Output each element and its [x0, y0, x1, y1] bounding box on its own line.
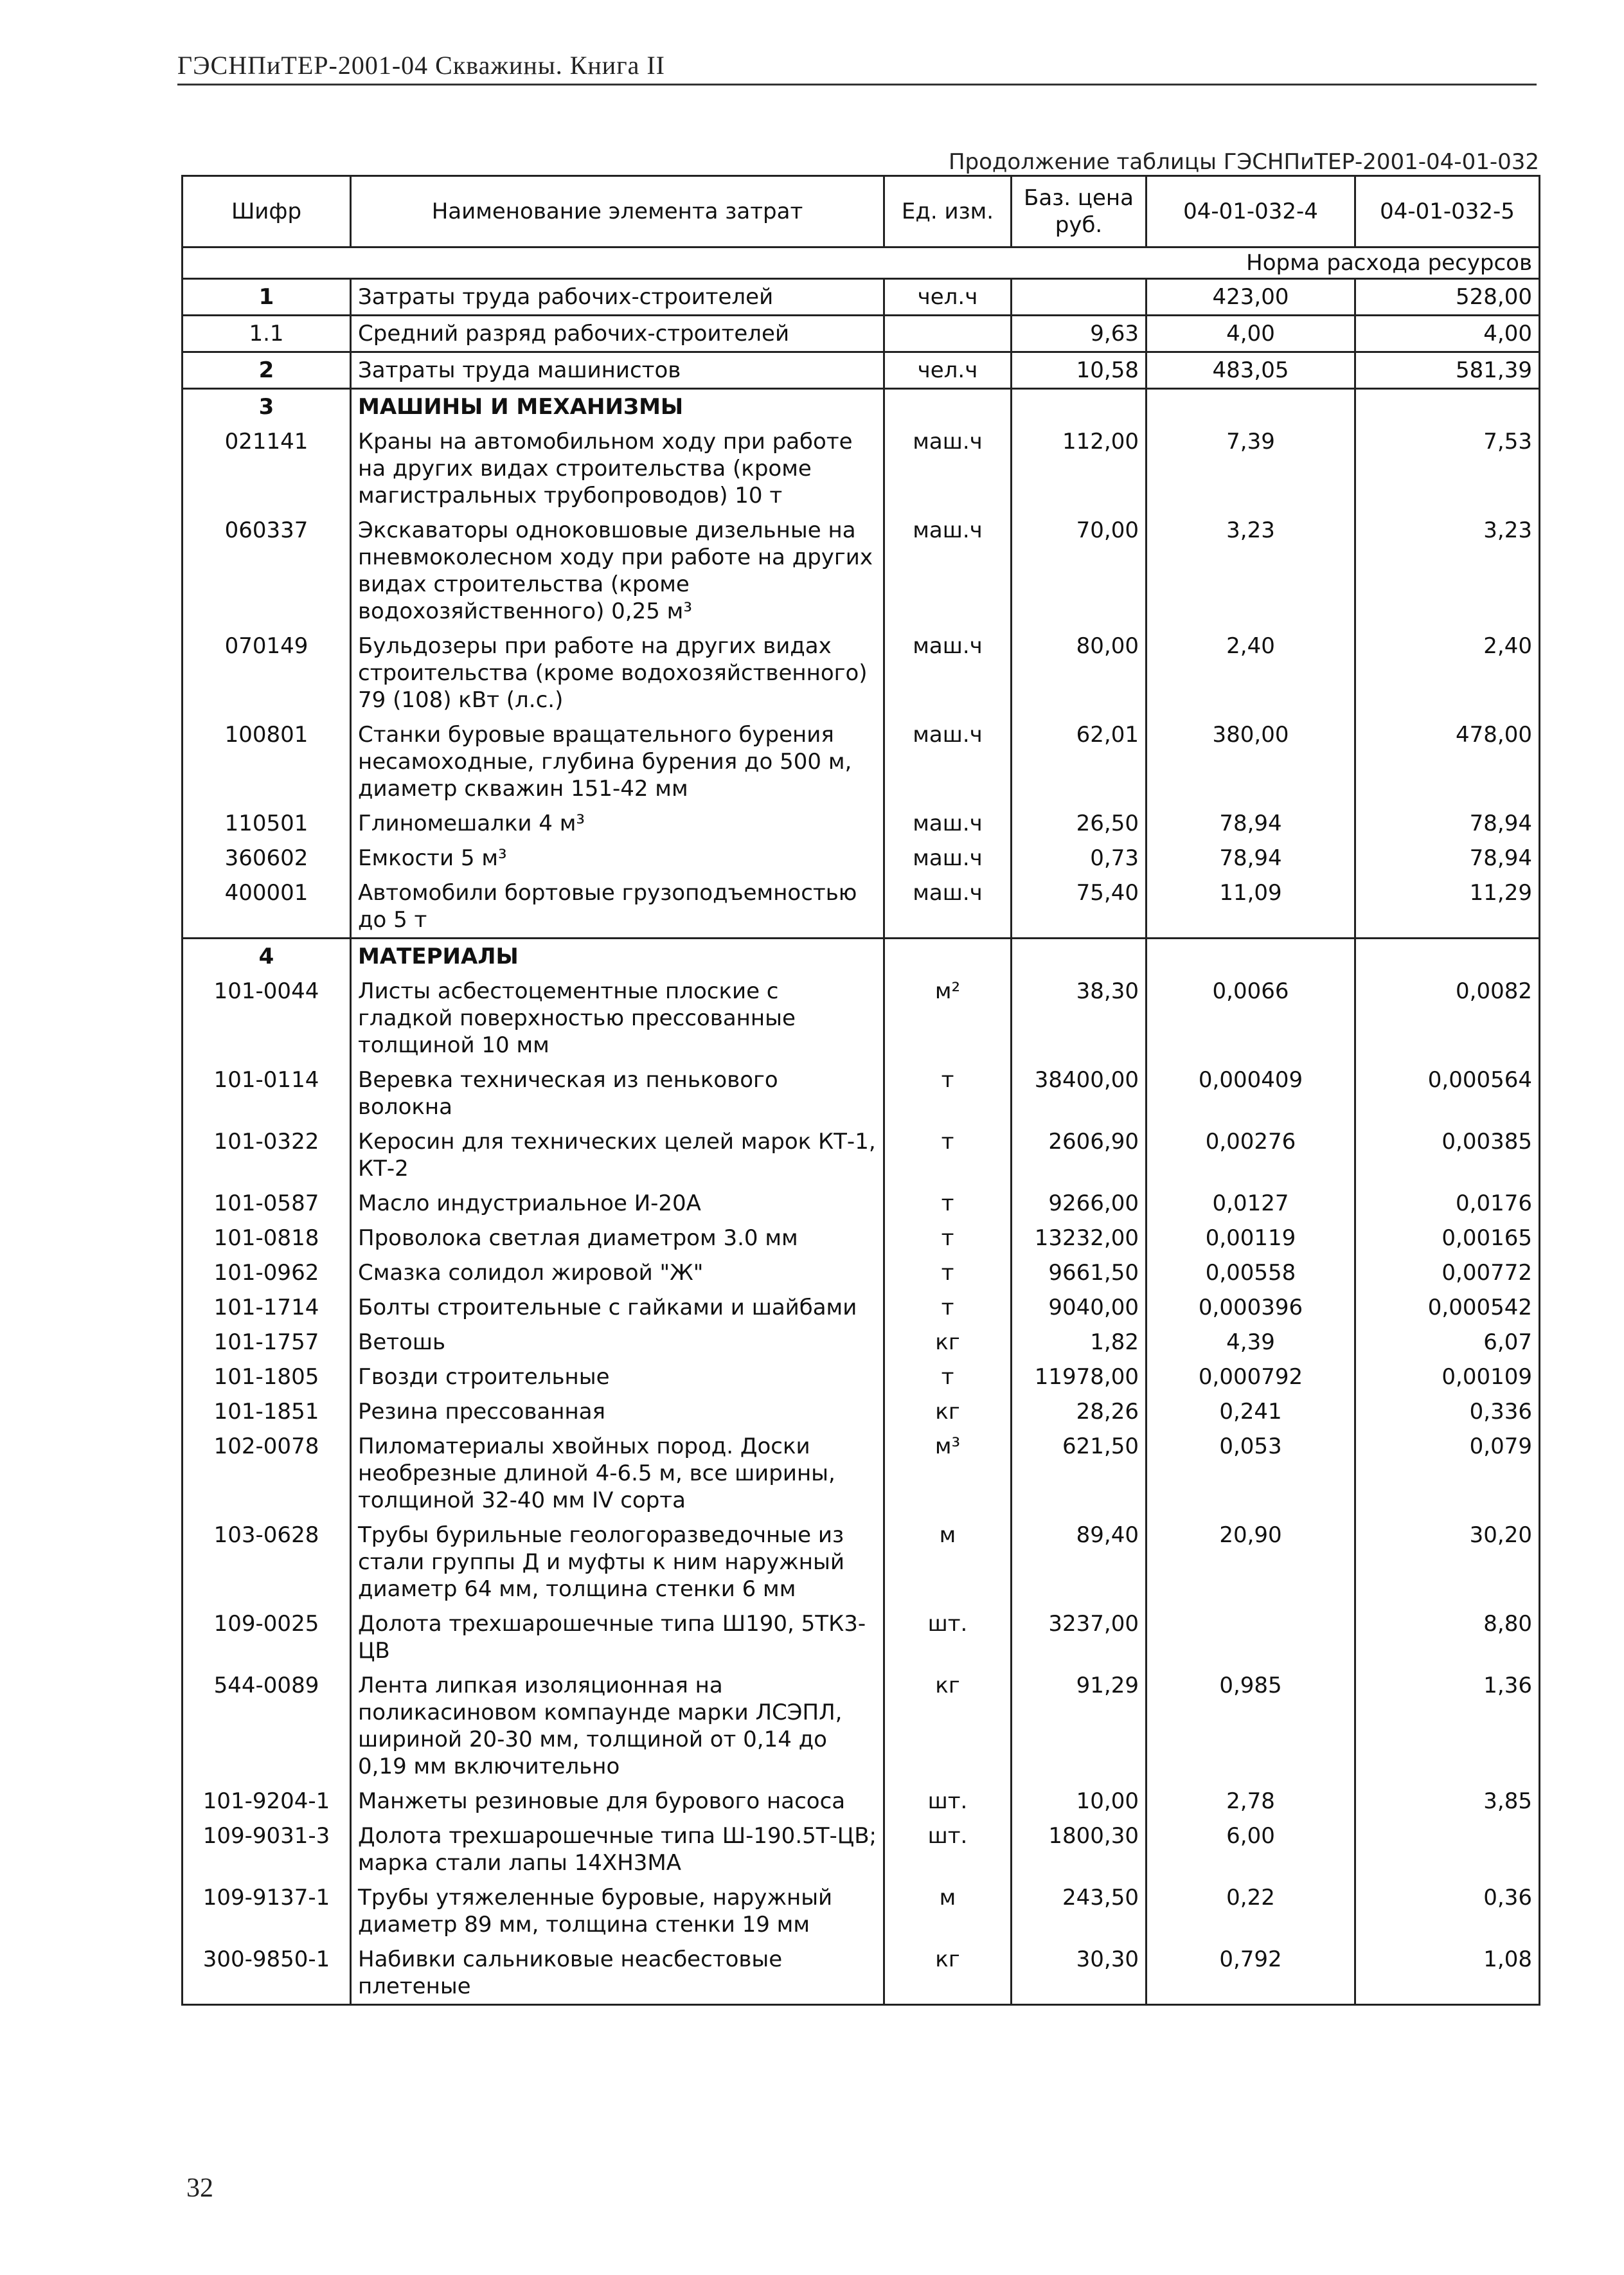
row-base-price: 38400,00 [1012, 1063, 1147, 1124]
row-norm-032-5: 0,000564 [1355, 1063, 1540, 1124]
row-code: 2 [183, 352, 351, 389]
row-name: Лента липкая изоляционная на поликасиновом компаунде марки ЛСЭПЛ, шириной 20-30 мм, толщиной от 0,14 до 0,19 мм включительно [351, 1668, 884, 1784]
row-norm-032-4: 3,23 [1147, 513, 1355, 629]
row-norm-032-4: 0,241 [1147, 1394, 1355, 1429]
row-base-price [1012, 389, 1147, 425]
row-code: 109-0025 [183, 1606, 351, 1668]
row-norm-032-5: 8,80 [1355, 1606, 1540, 1668]
row-norm-032-4: 2,40 [1147, 629, 1355, 717]
row-norm-032-4: 0,985 [1147, 1668, 1355, 1784]
row-unit: т [884, 1221, 1012, 1255]
row-name: Долота трехшарошечные типа Ш-190.5Т-ЦВ; марка стали лапы 14ХН3МА [351, 1819, 884, 1880]
row-norm-032-4: 0,22 [1147, 1880, 1355, 1942]
row-code: 101-9204-1 [183, 1784, 351, 1819]
row-base-price: 621,50 [1012, 1429, 1147, 1518]
row-base-price [1012, 279, 1147, 316]
row-base-price: 9040,00 [1012, 1290, 1147, 1325]
row-norm-032-5: 78,94 [1355, 841, 1540, 876]
row-name: МАШИНЫ И МЕХАНИЗМЫ [351, 389, 884, 425]
row-norm-032-5: 11,29 [1355, 876, 1540, 939]
table-row [183, 876, 1540, 939]
header-name: Наименование элемента затрат [351, 176, 884, 247]
row-name: Веревка техническая из пенькового волокна [351, 1063, 884, 1124]
row-code: 4 [183, 939, 351, 975]
row-code: 060337 [183, 513, 351, 629]
row-name: Гвозди строительные [351, 1360, 884, 1394]
row-name: Манжеты резиновые для бурового насоса [351, 1784, 884, 1819]
row-unit: м² [884, 974, 1012, 1063]
row-norm-032-4: 2,78 [1147, 1784, 1355, 1819]
row-name: Болты строительные с гайками и шайбами [351, 1290, 884, 1325]
row-code: 110501 [183, 806, 351, 841]
row-norm-032-5: 0,00772 [1355, 1255, 1540, 1290]
table-row [183, 1124, 1540, 1186]
row-norm-032-4: 78,94 [1147, 806, 1355, 841]
row-norm-032-5: 3,85 [1355, 1784, 1540, 1819]
row-name: Масло индустриальное И-20А [351, 1186, 884, 1221]
row-norm-032-5: 0,00385 [1355, 1124, 1540, 1186]
table-row [183, 1880, 1540, 1942]
row-norm-032-5: 0,00165 [1355, 1221, 1540, 1255]
table-row [183, 1186, 1540, 1221]
row-name: Пиломатериалы хвойных пород. Доски необрезные длиной 4-6.5 м, все ширины, толщиной 32-40 мм IV сорта [351, 1429, 884, 1518]
row-unit: кг [884, 1942, 1012, 2005]
table-row [183, 1290, 1540, 1325]
header-unit: Ед. изм. [884, 176, 1012, 247]
row-norm-032-4: 4,00 [1147, 316, 1355, 352]
continuation-caption: Продолжение таблицы ГЭСНПиТЕР-2001-04-01-032 [948, 149, 1539, 175]
row-unit: шт. [884, 1819, 1012, 1880]
table-row [183, 629, 1540, 717]
table-row [183, 1819, 1540, 1880]
table-row [183, 1668, 1540, 1784]
row-norm-032-5: 3,23 [1355, 513, 1540, 629]
row-norm-032-5: 7,53 [1355, 424, 1540, 513]
row-norm-032-5: 0,36 [1355, 1880, 1540, 1942]
row-unit: кг [884, 1325, 1012, 1360]
row-norm-032-5: 0,000542 [1355, 1290, 1540, 1325]
row-norm-032-4: 20,90 [1147, 1518, 1355, 1606]
row-unit: маш.ч [884, 424, 1012, 513]
row-norm-032-4: 0,000409 [1147, 1063, 1355, 1124]
row-unit: маш.ч [884, 717, 1012, 806]
row-norm-032-5: 478,00 [1355, 717, 1540, 806]
table-row [183, 1063, 1540, 1124]
row-norm-032-4: 0,00119 [1147, 1221, 1355, 1255]
row-code: 101-0818 [183, 1221, 351, 1255]
table-row [183, 1255, 1540, 1290]
row-name: Листы асбестоцементные плоские с гладкой поверхностью прессованные толщиной 10 мм [351, 974, 884, 1063]
row-code: 103-0628 [183, 1518, 351, 1606]
row-code: 3 [183, 389, 351, 425]
row-code: 101-1805 [183, 1360, 351, 1394]
row-code: 070149 [183, 629, 351, 717]
row-code: 544-0089 [183, 1668, 351, 1784]
row-norm-032-4: 423,00 [1147, 279, 1355, 316]
row-norm-032-4: 0,0127 [1147, 1186, 1355, 1221]
row-base-price: 89,40 [1012, 1518, 1147, 1606]
row-base-price: 1800,30 [1012, 1819, 1147, 1880]
row-norm-032-4: 0,000396 [1147, 1290, 1355, 1325]
running-header: ГЭСНПиТЕР-2001-04 Скважины. Книга II [177, 51, 665, 80]
row-norm-032-5: 30,20 [1355, 1518, 1540, 1606]
row-norm-032-4: 7,39 [1147, 424, 1355, 513]
row-unit: шт. [884, 1606, 1012, 1668]
row-base-price: 0,73 [1012, 841, 1147, 876]
row-name: Трубы бурильные геологоразведочные из стали группы Д и муфты к ним наружный диаметр 64 мм, толщина стенки 6 мм [351, 1518, 884, 1606]
row-norm-032-5 [1355, 389, 1540, 425]
row-norm-032-5: 2,40 [1355, 629, 1540, 717]
row-name: Трубы утяжеленные буровые, наружный диаметр 89 мм, толщина стенки 19 мм [351, 1880, 884, 1942]
row-unit: чел.ч [884, 279, 1012, 316]
row-base-price: 9,63 [1012, 316, 1147, 352]
row-code: 109-9031-3 [183, 1819, 351, 1880]
row-unit: маш.ч [884, 629, 1012, 717]
row-unit: т [884, 1063, 1012, 1124]
row-code: 1.1 [183, 316, 351, 352]
row-code: 100801 [183, 717, 351, 806]
row-unit: м³ [884, 1429, 1012, 1518]
table-row [183, 717, 1540, 806]
row-base-price: 30,30 [1012, 1942, 1147, 2005]
table-row [183, 1360, 1540, 1394]
row-name: Затраты труда машинистов [351, 352, 884, 389]
row-unit: кг [884, 1394, 1012, 1429]
resource-norms-table [181, 175, 1540, 2006]
row-unit: т [884, 1360, 1012, 1394]
row-name: Бульдозеры при работе на других видах строительства (кроме водохозяйственного) 79 (108) кВт (л.с.) [351, 629, 884, 717]
row-norm-032-4: 78,94 [1147, 841, 1355, 876]
row-code: 101-0962 [183, 1255, 351, 1290]
row-norm-032-4: 0,00276 [1147, 1124, 1355, 1186]
row-name: Долота трехшарошечные типа Ш190, 5ТК3-ЦВ [351, 1606, 884, 1668]
row-unit: маш.ч [884, 841, 1012, 876]
row-code: 101-0587 [183, 1186, 351, 1221]
table-header-row [183, 176, 1540, 247]
header-norm-032-4: 04-01-032-4 [1147, 176, 1355, 247]
row-name: Краны на автомобильном ходу при работе на других видах строительства (кроме магистральных трубопроводов) 10 т [351, 424, 884, 513]
table-row [183, 939, 1540, 975]
table-row [183, 1325, 1540, 1360]
table-row [183, 1942, 1540, 2005]
row-norm-032-5: 1,08 [1355, 1942, 1540, 2005]
row-code: 109-9137-1 [183, 1880, 351, 1942]
row-norm-032-4: 6,00 [1147, 1819, 1355, 1880]
row-norm-032-5 [1355, 1819, 1540, 1880]
norm-caption-row [183, 247, 1540, 279]
header-norm-032-5: 04-01-032-5 [1355, 176, 1540, 247]
row-name: Станки буровые вращательного бурения несамоходные, глубина бурения до 500 м, диаметр скважин 151-42 мм [351, 717, 884, 806]
row-norm-032-4: 0,000792 [1147, 1360, 1355, 1394]
row-name: Проволока светлая диаметром 3.0 мм [351, 1221, 884, 1255]
norm-caption: Норма расхода ресурсов [183, 247, 1540, 279]
row-name: Керосин для технических целей марок КТ-1, КТ-2 [351, 1124, 884, 1186]
row-base-price: 70,00 [1012, 513, 1147, 629]
row-base-price: 13232,00 [1012, 1221, 1147, 1255]
row-norm-032-5: 528,00 [1355, 279, 1540, 316]
row-base-price: 26,50 [1012, 806, 1147, 841]
table-row [183, 316, 1540, 352]
row-base-price: 11978,00 [1012, 1360, 1147, 1394]
row-norm-032-5: 0,0082 [1355, 974, 1540, 1063]
row-norm-032-4 [1147, 939, 1355, 975]
row-unit: шт. [884, 1784, 1012, 1819]
row-base-price: 243,50 [1012, 1880, 1147, 1942]
row-code: 300-9850-1 [183, 1942, 351, 2005]
row-norm-032-4: 0,00558 [1147, 1255, 1355, 1290]
row-unit [884, 316, 1012, 352]
row-base-price: 80,00 [1012, 629, 1147, 717]
table-row [183, 389, 1540, 425]
row-name: Смазка солидол жировой "Ж" [351, 1255, 884, 1290]
row-name: Ветошь [351, 1325, 884, 1360]
row-norm-032-5: 581,39 [1355, 352, 1540, 389]
row-code: 021141 [183, 424, 351, 513]
row-base-price: 9661,50 [1012, 1255, 1147, 1290]
row-base-price: 2606,90 [1012, 1124, 1147, 1186]
table-row [183, 806, 1540, 841]
row-code: 360602 [183, 841, 351, 876]
row-unit: т [884, 1124, 1012, 1186]
row-unit: т [884, 1290, 1012, 1325]
row-name: Набивки сальниковые неасбестовые плетеные [351, 1942, 884, 2005]
row-norm-032-5: 0,0176 [1355, 1186, 1540, 1221]
row-norm-032-4: 483,05 [1147, 352, 1355, 389]
row-norm-032-5: 4,00 [1355, 316, 1540, 352]
row-unit: маш.ч [884, 513, 1012, 629]
table-row [183, 841, 1540, 876]
row-norm-032-5: 6,07 [1355, 1325, 1540, 1360]
table-row [183, 974, 1540, 1063]
row-base-price: 62,01 [1012, 717, 1147, 806]
row-base-price [1012, 939, 1147, 975]
table-row [183, 1518, 1540, 1606]
row-base-price: 3237,00 [1012, 1606, 1147, 1668]
row-name: Емкости 5 м³ [351, 841, 884, 876]
row-code: 101-0114 [183, 1063, 351, 1124]
row-code: 101-1757 [183, 1325, 351, 1360]
row-code: 101-1851 [183, 1394, 351, 1429]
table-row [183, 1394, 1540, 1429]
row-unit: маш.ч [884, 806, 1012, 841]
row-unit: т [884, 1186, 1012, 1221]
row-base-price: 38,30 [1012, 974, 1147, 1063]
table-row [183, 1221, 1540, 1255]
row-name: Глиномешалки 4 м³ [351, 806, 884, 841]
row-norm-032-4 [1147, 389, 1355, 425]
table-row [183, 1784, 1540, 1819]
row-code: 1 [183, 279, 351, 316]
table-row [183, 1606, 1540, 1668]
row-norm-032-5: 78,94 [1355, 806, 1540, 841]
row-unit: м [884, 1518, 1012, 1606]
row-norm-032-5: 0,336 [1355, 1394, 1540, 1429]
row-norm-032-5 [1355, 939, 1540, 975]
row-unit [884, 389, 1012, 425]
row-base-price: 91,29 [1012, 1668, 1147, 1784]
row-base-price: 9266,00 [1012, 1186, 1147, 1221]
row-norm-032-4: 0,792 [1147, 1942, 1355, 2005]
row-base-price: 10,58 [1012, 352, 1147, 389]
table-row [183, 352, 1540, 389]
row-unit [884, 939, 1012, 975]
row-norm-032-5: 1,36 [1355, 1668, 1540, 1784]
row-norm-032-4: 380,00 [1147, 717, 1355, 806]
table-row [183, 1429, 1540, 1518]
row-name: Автомобили бортовые грузоподъемностью до 5 т [351, 876, 884, 939]
row-name: Затраты труда рабочих-строителей [351, 279, 884, 316]
row-code: 102-0078 [183, 1429, 351, 1518]
row-base-price: 75,40 [1012, 876, 1147, 939]
row-base-price: 10,00 [1012, 1784, 1147, 1819]
row-norm-032-4: 11,09 [1147, 876, 1355, 939]
row-unit: маш.ч [884, 876, 1012, 939]
header-rule [177, 84, 1537, 85]
row-code: 101-0044 [183, 974, 351, 1063]
row-code: 101-0322 [183, 1124, 351, 1186]
row-base-price: 1,82 [1012, 1325, 1147, 1360]
header-base-price: Баз. цена руб. [1012, 176, 1147, 247]
row-unit: м [884, 1880, 1012, 1942]
row-name: Резина прессованная [351, 1394, 884, 1429]
table-row [183, 279, 1540, 316]
row-norm-032-4: 4,39 [1147, 1325, 1355, 1360]
row-unit: чел.ч [884, 352, 1012, 389]
row-name: Экскаваторы одноковшовые дизельные на пневмоколесном ходу при работе на других видах строительства (кроме водохозяйственного) 0,25 м³ [351, 513, 884, 629]
page-number: 32 [186, 2173, 213, 2203]
row-base-price: 28,26 [1012, 1394, 1147, 1429]
row-base-price: 112,00 [1012, 424, 1147, 513]
row-norm-032-5: 0,00109 [1355, 1360, 1540, 1394]
row-norm-032-4: 0,053 [1147, 1429, 1355, 1518]
row-unit: т [884, 1255, 1012, 1290]
row-norm-032-4 [1147, 1606, 1355, 1668]
row-code: 101-1714 [183, 1290, 351, 1325]
row-code: 400001 [183, 876, 351, 939]
header-code: Шифр [183, 176, 351, 247]
row-norm-032-4: 0,0066 [1147, 974, 1355, 1063]
row-name: Средний разряд рабочих-строителей [351, 316, 884, 352]
row-norm-032-5: 0,079 [1355, 1429, 1540, 1518]
table-row [183, 424, 1540, 513]
row-name: МАТЕРИАЛЫ [351, 939, 884, 975]
row-unit: кг [884, 1668, 1012, 1784]
table-body [183, 247, 1540, 2005]
table-row [183, 513, 1540, 629]
